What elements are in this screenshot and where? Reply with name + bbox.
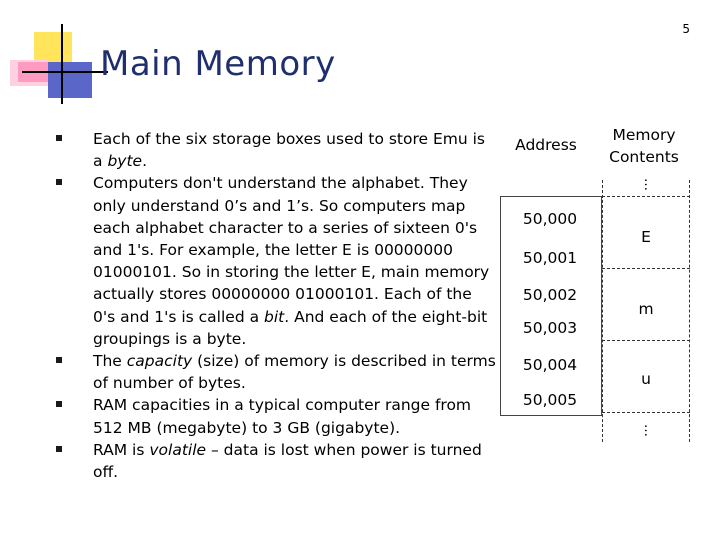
bullet-italic-term: bit [264,307,285,326]
logo-vertical-line [61,24,63,104]
bullet-italic-term: capacity [126,352,193,371]
logo-blue-square [48,62,92,98]
memory-value-m: m [638,300,654,318]
bullet-list [56,128,496,483]
bullet-text: – data is lost when power is turned off. [93,440,482,482]
ellipsis-top: … [641,178,656,191]
bullet-text: Each of the six storage boxes used to store Emu is a [93,130,486,171]
bullet-text: RAM is [93,440,150,459]
memory-header-line2: Contents [609,148,679,166]
memory-value-E: E [641,228,651,246]
logo-horizontal-line [22,71,108,73]
bullet-item [56,172,496,350]
bullet-item [56,128,496,172]
bullet-square-icon [56,357,62,363]
bullet-item [56,394,496,438]
memory-cell-divider [602,340,690,341]
bullet-text: The [93,352,127,371]
bullet-text: RAM capacities in a typical computer range from 512 MB (megabyte) to 3 GB (gigabyte). [93,396,472,437]
memory-value-u: u [641,370,651,388]
address-box [500,196,602,416]
slide-title: Main Memory [100,44,336,84]
bullet-item [56,350,496,394]
page-number: 5 [682,22,690,36]
memory-cell-divider [602,412,690,413]
bullet-square-icon [56,179,62,185]
address-header: Address [515,136,577,154]
address-50005: 50,005 [522,391,578,409]
bullet-text: (size) of memory is described in terms of number of bytes. [93,352,496,393]
address-50003: 50,003 [522,319,578,337]
address-50001: 50,001 [522,249,578,267]
ellipsis-bottom: … [641,424,656,437]
memory-header-line1: Memory [612,126,676,144]
address-50000: 50,000 [522,210,578,228]
bullet-text: . [142,152,148,171]
address-50002: 50,002 [522,286,578,304]
bullet-item [56,439,496,483]
memory-cell-divider [602,196,690,197]
memory-contents-header [596,124,692,168]
bullet-text: . And each of the eight-bit groupings is a byte. [93,307,488,348]
bullet-italic-term: byte [107,152,143,171]
bullet-italic-term: volatile [149,440,207,459]
bullet-square-icon [56,135,62,141]
bullet-square-icon [56,401,62,407]
bullet-text: Computers don't understand the alphabet. They only understand 0’s and 1’s. So computers map each alphabet character to a series of sixteen 0's and 1's. For example, the letter E is 00000000 01000101. So in storing the letter E, main memory actually stores 00000000 01000101. Each of the 0's and 1's is called a [93,174,490,326]
bullet-square-icon [56,446,62,452]
address-50004: 50,004 [522,356,578,374]
title-logo-decoration [0,0,110,110]
memory-cell-divider [602,268,690,269]
